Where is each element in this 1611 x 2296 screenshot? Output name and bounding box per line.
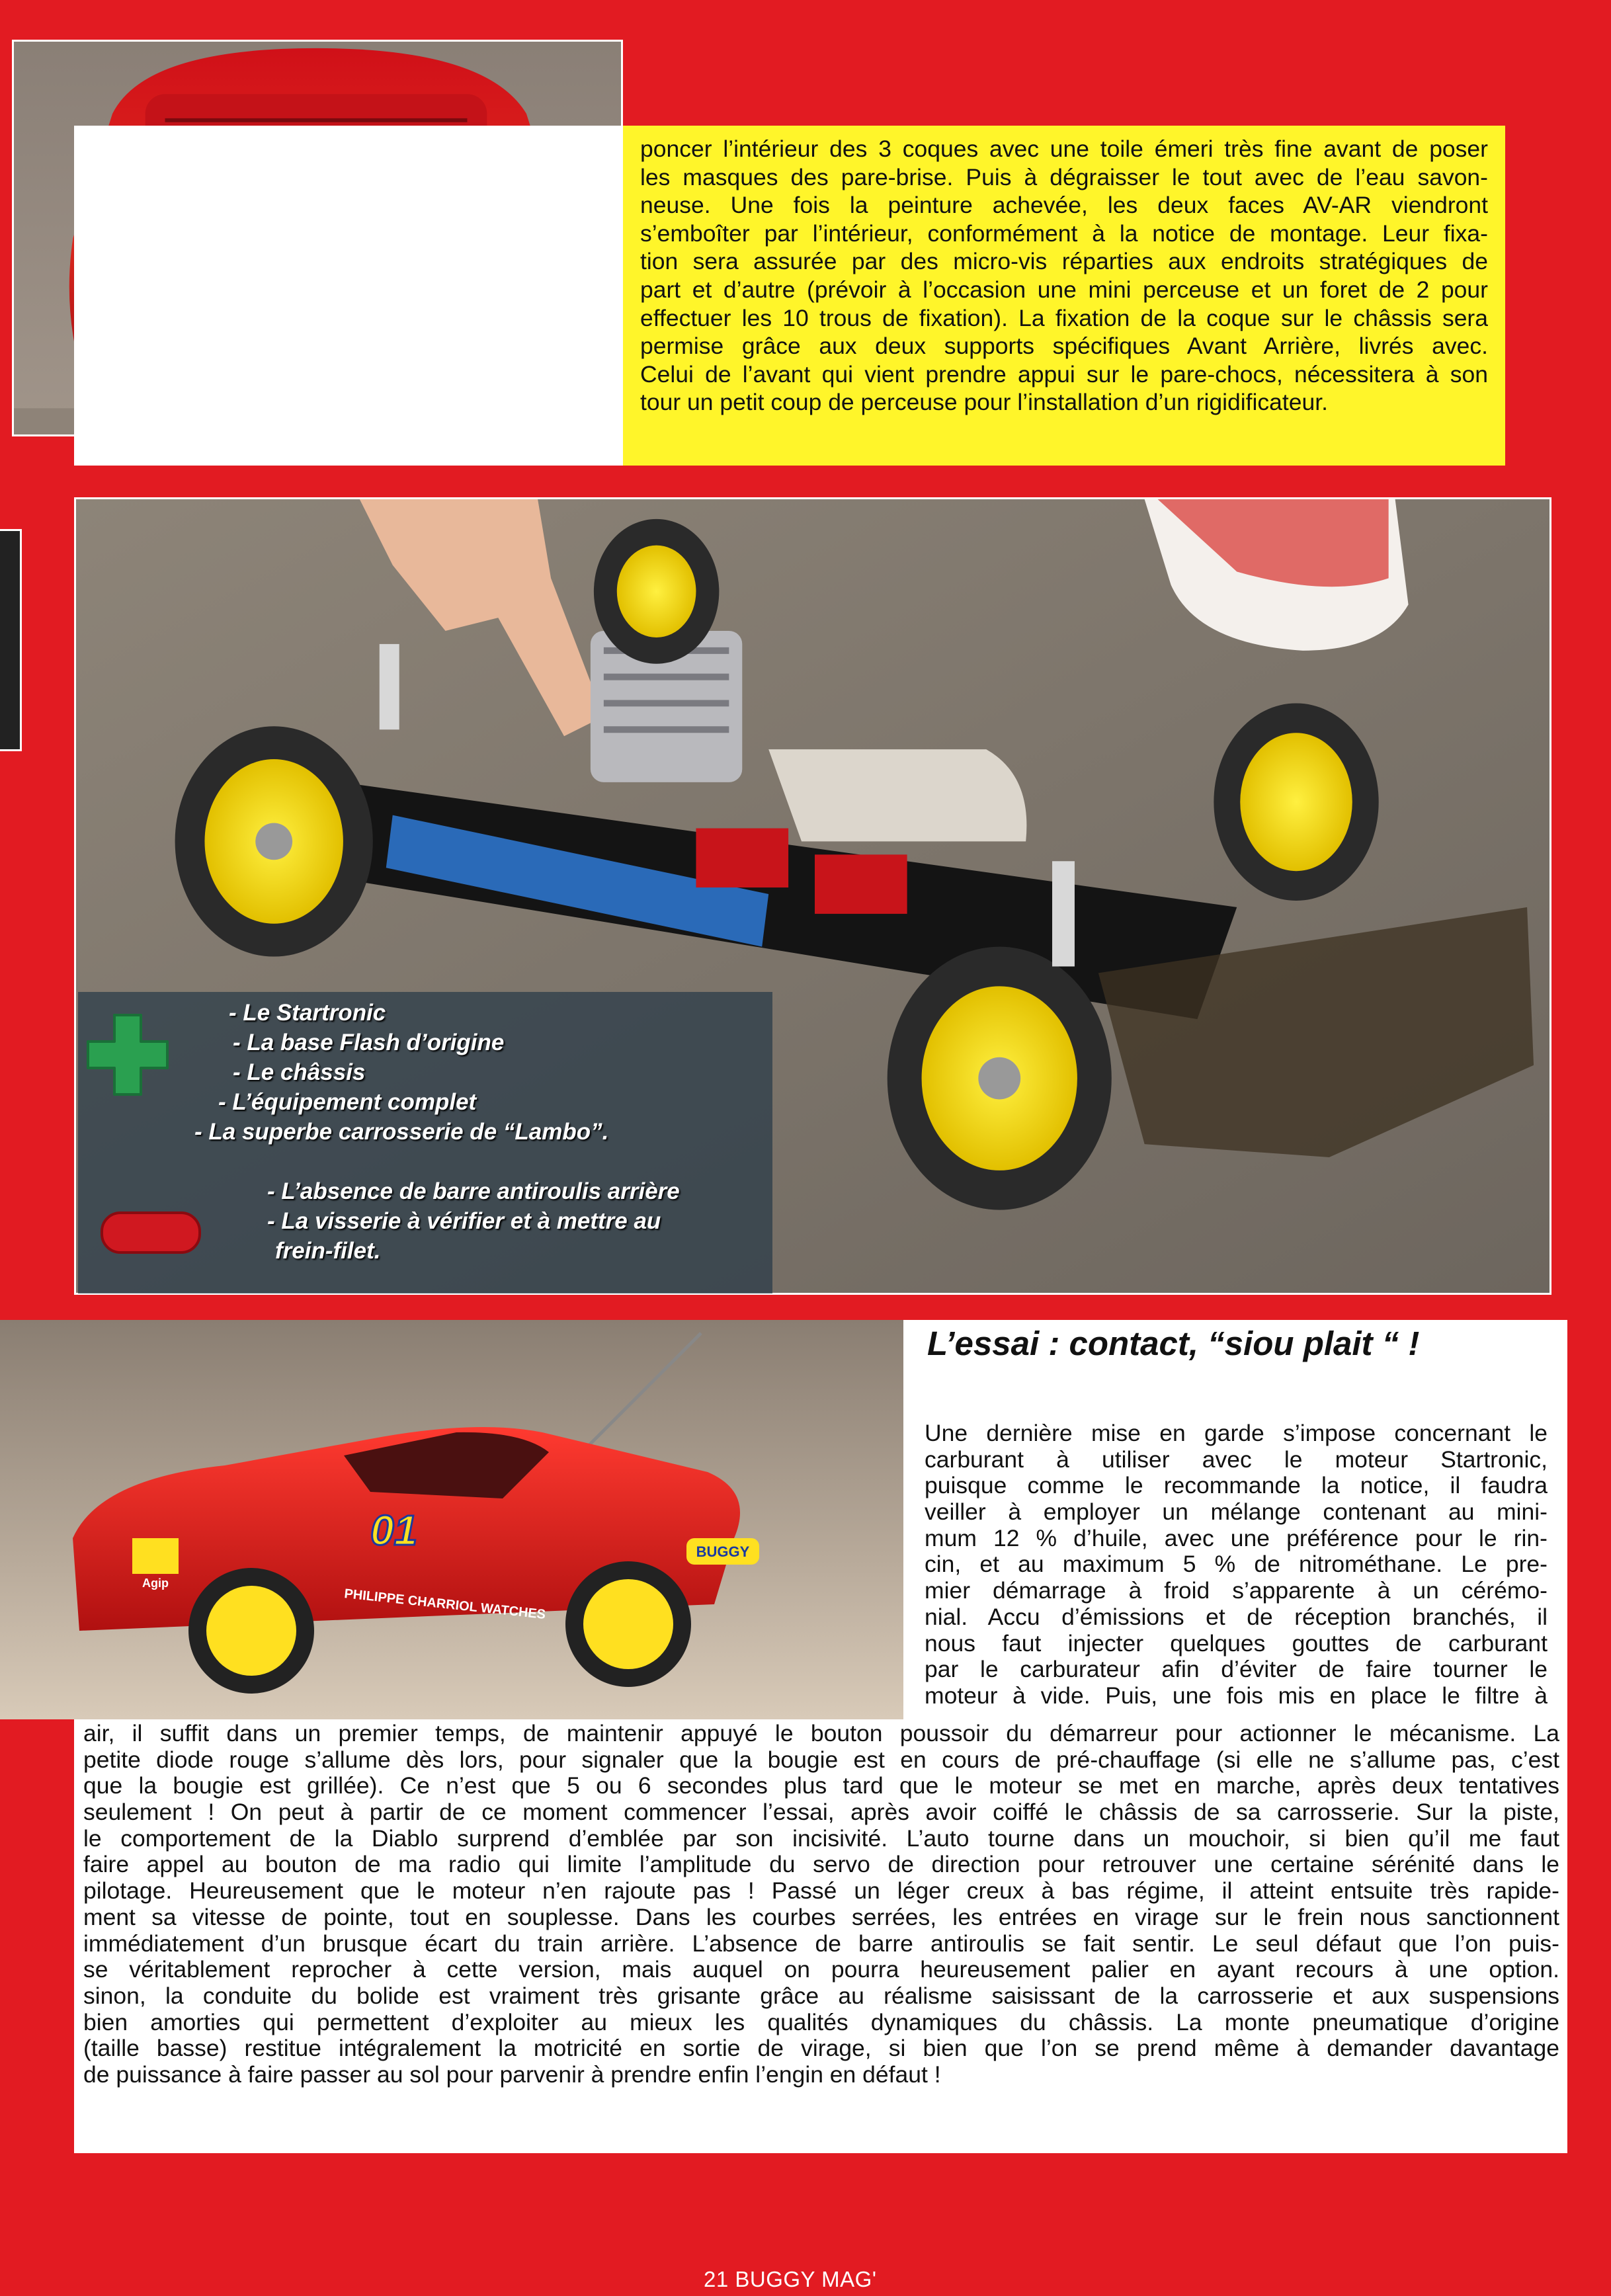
page-footer: 21 BUGGY MAG' (704, 2267, 877, 2291)
pro-item: - L’équipement complet (218, 1089, 477, 1115)
pro-item: - Le Startronic (229, 1000, 386, 1026)
text-line: petite diode rouge s’allume dès lors, pour signaler que la bougie est en cours de pré-chauffage (si elle ne s’allume pas, c’est (83, 1746, 1559, 1773)
intro-line: tion sera assurée par des micro-vis réparties aux endroits stratégiques de (640, 248, 1488, 275)
intro-line: part et d’autre (prévoir à l’occasion une mini perceuse et un foret de 2 pour (640, 276, 1488, 303)
con-item: - La visserie à vérifier et à mettre au (267, 1208, 661, 1234)
pro-item: - La superbe carrosserie de “Lambo”. (194, 1119, 609, 1145)
minus-icon (98, 1200, 204, 1266)
intro-line: poncer l’intérieur des 3 coques avec une toile émeri très fine avant de poser (640, 136, 1488, 162)
text-line: que la bougie est grillée). Ce n’est que 5 ou 6 secondes plus tard que le moteur se met en marche, après deux tentatives (83, 1772, 1559, 1799)
section-title: L’essai : contact, “siou plait “ ! (927, 1325, 1420, 1362)
intro-line: neuse. Une fois la peinture achevée, les deux faces AV-AR viendront (640, 192, 1488, 219)
test-column-text (925, 1420, 1548, 1709)
text-line: nous faut injecter quelques gouttes de carburant (925, 1629, 1548, 1657)
test-wide-text (83, 1721, 1559, 2088)
con-item: frein-filet. (275, 1238, 381, 1264)
text-line: nial. Accu d’émissions et de réception branchés, il (925, 1603, 1548, 1630)
text-line: faire appel au bouton de ma radio qui limite l’amplitude du servo de direction pour retrouver une certaine sérénité dans le (83, 1851, 1559, 1878)
agip-logo: Agip (142, 1577, 169, 1590)
text-line: le comportement de la Diablo surprend d’emblée par son incisivité. L’auto tourne dans un mouchoir, si bien qu’il me faut (83, 1824, 1559, 1852)
text-line: immédiatement d’un brusque écart du train arrière. L’absence de barre antiroulis se fait sentir. Le seul défaut que l’on puis- (83, 1930, 1559, 1957)
text-line: pilotage. Heureusement que le moteur n’en rajoute pas ! Passé un léger creux à bas régime, il atteint entsuite très rapide- (83, 1877, 1559, 1905)
text-line: se véritablement reprocher à cette version, mais auquel on pourra heureusement palier en ayant recours à une option. (83, 1956, 1559, 1983)
intro-line: s’emboîter par l’intérieur, conformément à la notice de montage. Leur fixa- (640, 220, 1488, 247)
sponsor-text: PHILIPPE CHARRIOL WATCHES (343, 1586, 547, 1622)
con-item: - L’absence de barre antiroulis arrière (267, 1178, 680, 1204)
text-line: veiller à employer un mélange contenant au mini- (925, 1498, 1548, 1526)
intro-line: Celui de l’avant qui vient prendre appui sur le pare-chocs, nécessitera à son (640, 360, 1488, 388)
text-line: air, il suffit dans un premier temps, de maintenir appuyé le bouton poussoir du démarreur pour actionner le mécanisme. La (83, 1720, 1559, 1746)
text-line: sinon, la conduite du bolide est vraiment très grisante grâce au réalisme saisissant de la carrosserie et aux suspensions (83, 1982, 1559, 2009)
photo-car-side (0, 1320, 903, 1719)
text-line: carburant à utiliser avec le moteur Startronic, (925, 1446, 1548, 1473)
text-line: mum 12 % d’huile, avec une préférence pour le rin- (925, 1524, 1548, 1551)
car-number: 01 (370, 1506, 418, 1554)
plus-icon (85, 1012, 171, 1098)
intro-line: les masques des pare-brise. Puis à dégraisser le tout avec de l’eau savon- (640, 163, 1488, 190)
intro-line: tour un petit coup de perceuse pour l’installation d’un rigidificateur. (640, 389, 1329, 416)
intro-text-box (623, 126, 1505, 466)
text-line: par le carburateur afin d’éviter de faire tourner le (925, 1656, 1548, 1683)
text-line: seulement ! On peut à partir de ce moment commencer l’essai, après avoir coiffé le châssis de sa carrosserie. Sur la piste, (83, 1799, 1559, 1826)
intro-line: permise grâce aux deux supports spécifiques Avant Arrière, livrés avec. (640, 333, 1488, 360)
side-buggy-badge: BUGGY (696, 1543, 750, 1560)
intro-paragraph (640, 135, 1488, 417)
text-line: (taille basse) restitue intégralement la motricité en sortie de virage, si bien que l’on se prend même à demander davantage (83, 2035, 1559, 2062)
text-line: bien amorties qui permettent d’exploiter au mieux les qualités dynamiques du châssis. La monte pneumatique d’origine (83, 2008, 1559, 2035)
edge-photo-strip (0, 529, 22, 751)
intro-line: effectuer les 10 trous de fixation). La fixation de la coque sur le châssis sera (640, 304, 1488, 331)
pro-item: - Le châssis (233, 1059, 366, 1085)
text-line: ment sa vitesse de pointe, tout en souplesse. Dans les courbes serrées, les entrées en virage sur le frein nous sanctionnent (83, 1903, 1559, 1930)
text-line: Une dernière mise en garde s’impose concernant le (925, 1420, 1548, 1446)
text-line: de puissance à faire passer au sol pour parvenir à prendre enfin l’engin en défaut ! (83, 2061, 941, 2088)
text-line: moteur à vide. Puis, une fois mis en place le filtre à (925, 1682, 1548, 1709)
text-line: puisque comme le recommande la notice, il faudra (925, 1472, 1548, 1499)
pro-item: - La base Flash d’origine (233, 1030, 505, 1055)
text-line: mier démarrage à froid s’apparente à un cérémo- (925, 1577, 1548, 1604)
pros-cons-panel (78, 992, 772, 1293)
text-line: cin, et au maximum 5 % de nitrométhane. Le pre- (925, 1551, 1548, 1578)
